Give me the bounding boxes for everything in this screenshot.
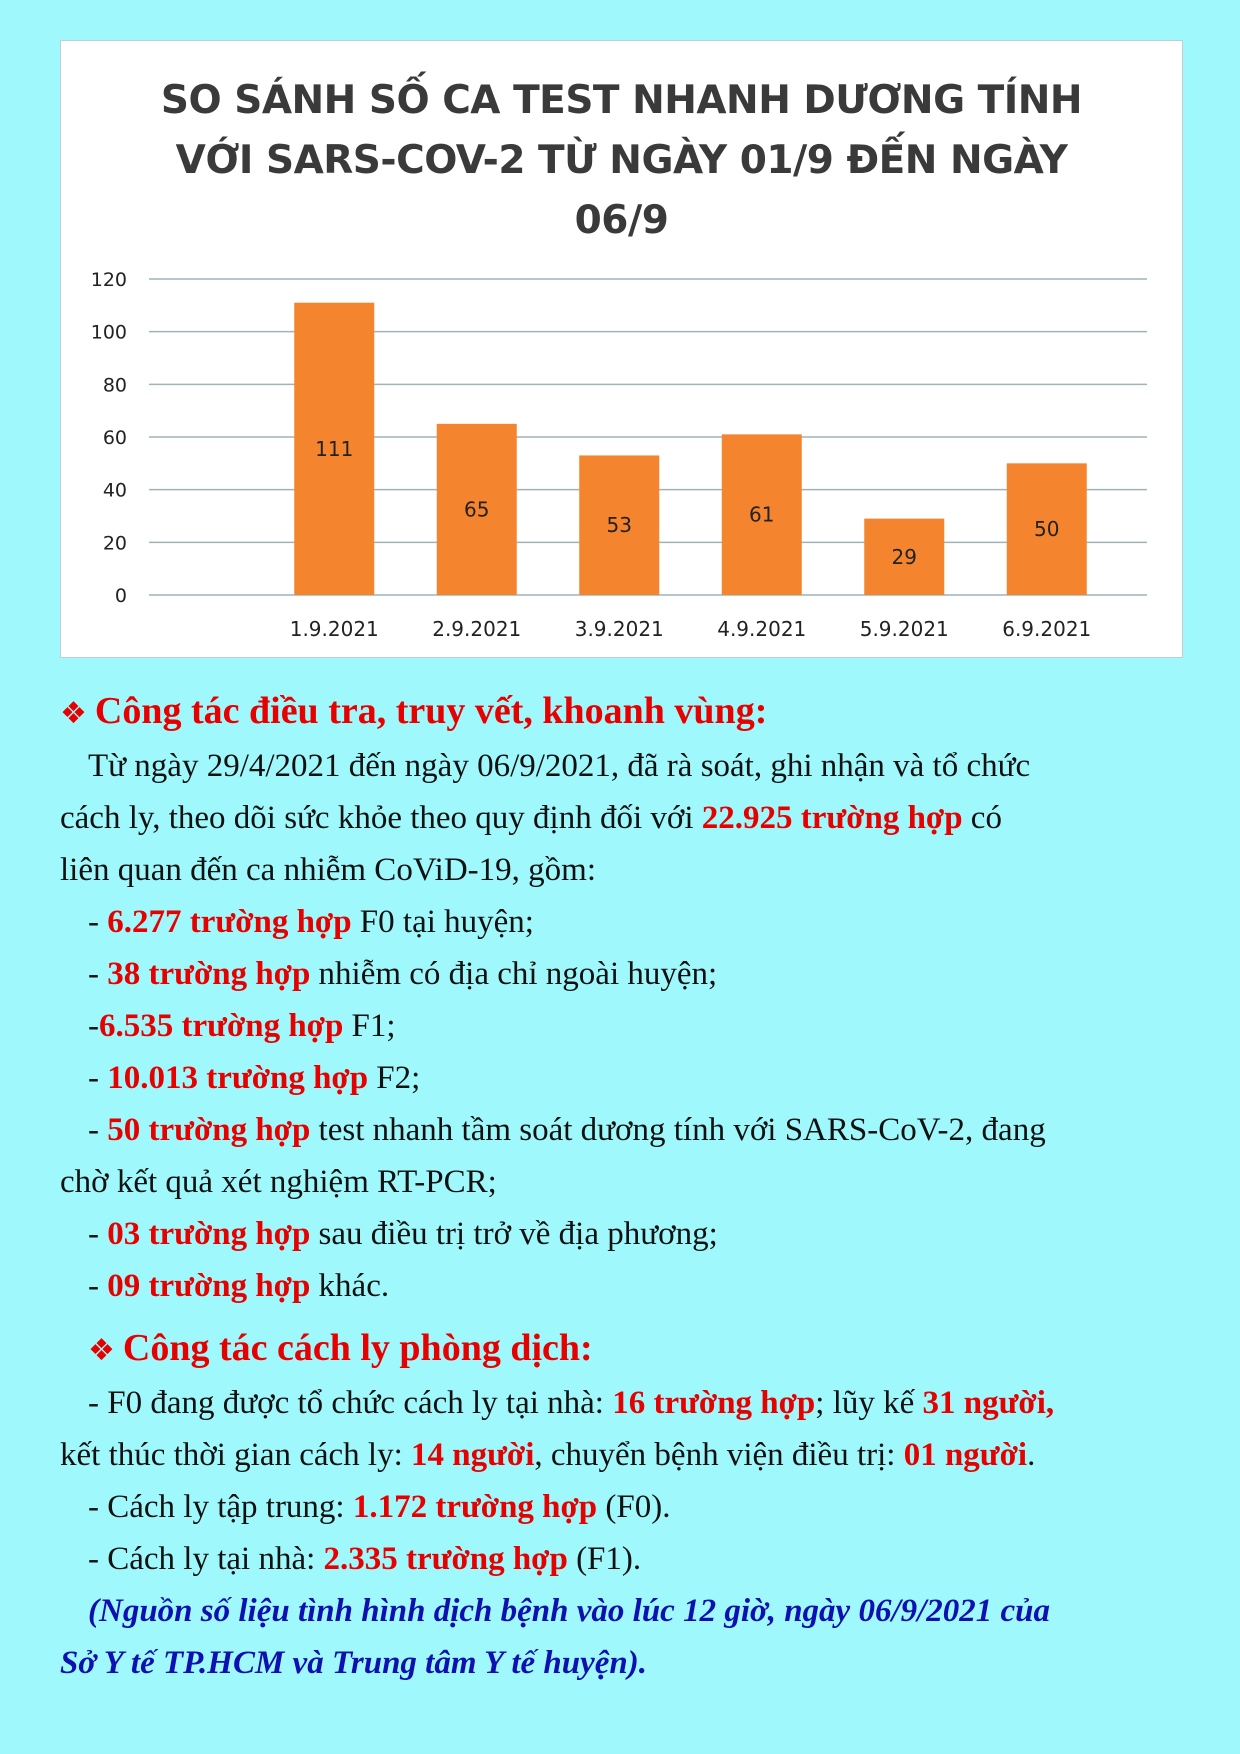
list-item: - 03 trường hợp sau điều trị trở về địa phương;: [88, 1216, 718, 1252]
x-tick-label: 5.9.2021: [859, 617, 949, 641]
y-tick-label: 20: [102, 532, 127, 555]
data-label: 61: [749, 502, 775, 527]
highlight-count: 22.925 trường hợp: [701, 800, 963, 836]
paragraph-line: cách ly, theo dõi sức khỏe theo quy định đối với 22.925 trường hợp có: [60, 800, 1002, 836]
y-tick-label: 80: [102, 374, 127, 397]
list-item: - 10.013 trường hợp F2;: [88, 1060, 421, 1096]
paragraph-line: - Cách ly tại nhà: 2.335 trường hợp (F1).: [88, 1541, 642, 1577]
list-item-continuation: chờ kết quả xét nghiệm RT-PCR;: [60, 1164, 497, 1200]
y-tick-label: 60: [102, 427, 127, 449]
paragraph-line: - Cách ly tập trung: 1.172 trường hợp (F0).: [88, 1489, 671, 1525]
y-tick-label: 0: [114, 585, 127, 607]
paragraph-line: - F0 đang được tổ chức cách ly tại nhà: 16 trường hợp; lũy kế 31 người,: [88, 1385, 1055, 1421]
list-item: - 09 trường hợp khác.: [88, 1268, 390, 1304]
paragraph-line: liên quan đến ca nhiễm CoViD-19, gồm:: [60, 852, 596, 888]
y-tick-label: 120: [90, 269, 127, 291]
diamond-bullet-icon: ❖: [88, 1333, 115, 1368]
x-tick-label: 3.9.2021: [574, 617, 664, 641]
paragraph-line: kết thúc thời gian cách ly: 14 người, chuyển bệnh viện điều trị: 01 người.: [60, 1437, 1036, 1473]
source-note: Sở Y tế TP.HCM và Trung tâm Y tế huyện).: [60, 1645, 648, 1681]
list-item: - 38 trường hợp nhiễm có địa chỉ ngoài huyện;: [88, 956, 718, 992]
diamond-bullet-icon: ❖: [60, 696, 87, 731]
section-heading-quarantine: ❖ Công tác cách ly phòng dịch:: [88, 1327, 593, 1369]
chart-panel: [60, 40, 1183, 658]
section-heading-investigation: ❖ Công tác điều tra, truy vết, khoanh vùng:: [60, 690, 768, 732]
data-label: 50: [1034, 517, 1060, 542]
report-text: [60, 685, 1180, 1689]
list-item: -6.535 trường hợp F1;: [88, 1008, 396, 1044]
x-tick-label: 4.9.2021: [717, 617, 807, 641]
list-item: - 50 trường hợp test nhanh tầm soát dương tính với SARS-CoV-2, đang: [88, 1112, 1046, 1148]
bar-chart: [61, 41, 1182, 657]
list-item: - 6.277 trường hợp F0 tại huyện;: [88, 904, 534, 940]
data-label: 65: [464, 497, 490, 522]
x-tick-label: 2.9.2021: [432, 617, 522, 641]
data-label: 111: [315, 436, 354, 461]
chart-title-line-1: SO SÁNH SỐ CA TEST NHANH DƯƠNG TÍNH: [160, 78, 1083, 123]
y-tick-label: 100: [90, 321, 127, 344]
chart-title-line-2: VỚI SARS-COV-2 TỪ NGÀY 01/9 ĐẾN NGÀY: [175, 138, 1068, 183]
x-tick-label: 1.9.2021: [289, 617, 379, 641]
data-label: 53: [606, 513, 632, 538]
data-label: 29: [891, 544, 917, 569]
chart-title-line-3: 06/9: [574, 198, 669, 243]
paragraph-line: Từ ngày 29/4/2021 đến ngày 06/9/2021, đã rà soát, ghi nhận và tổ chức: [88, 748, 1031, 784]
x-tick-label: 6.9.2021: [1002, 617, 1092, 641]
y-tick-label: 40: [102, 479, 127, 502]
source-note: (Nguồn số liệu tình hình dịch bệnh vào lúc 12 giờ, ngày 06/9/2021 của: [88, 1593, 1051, 1629]
